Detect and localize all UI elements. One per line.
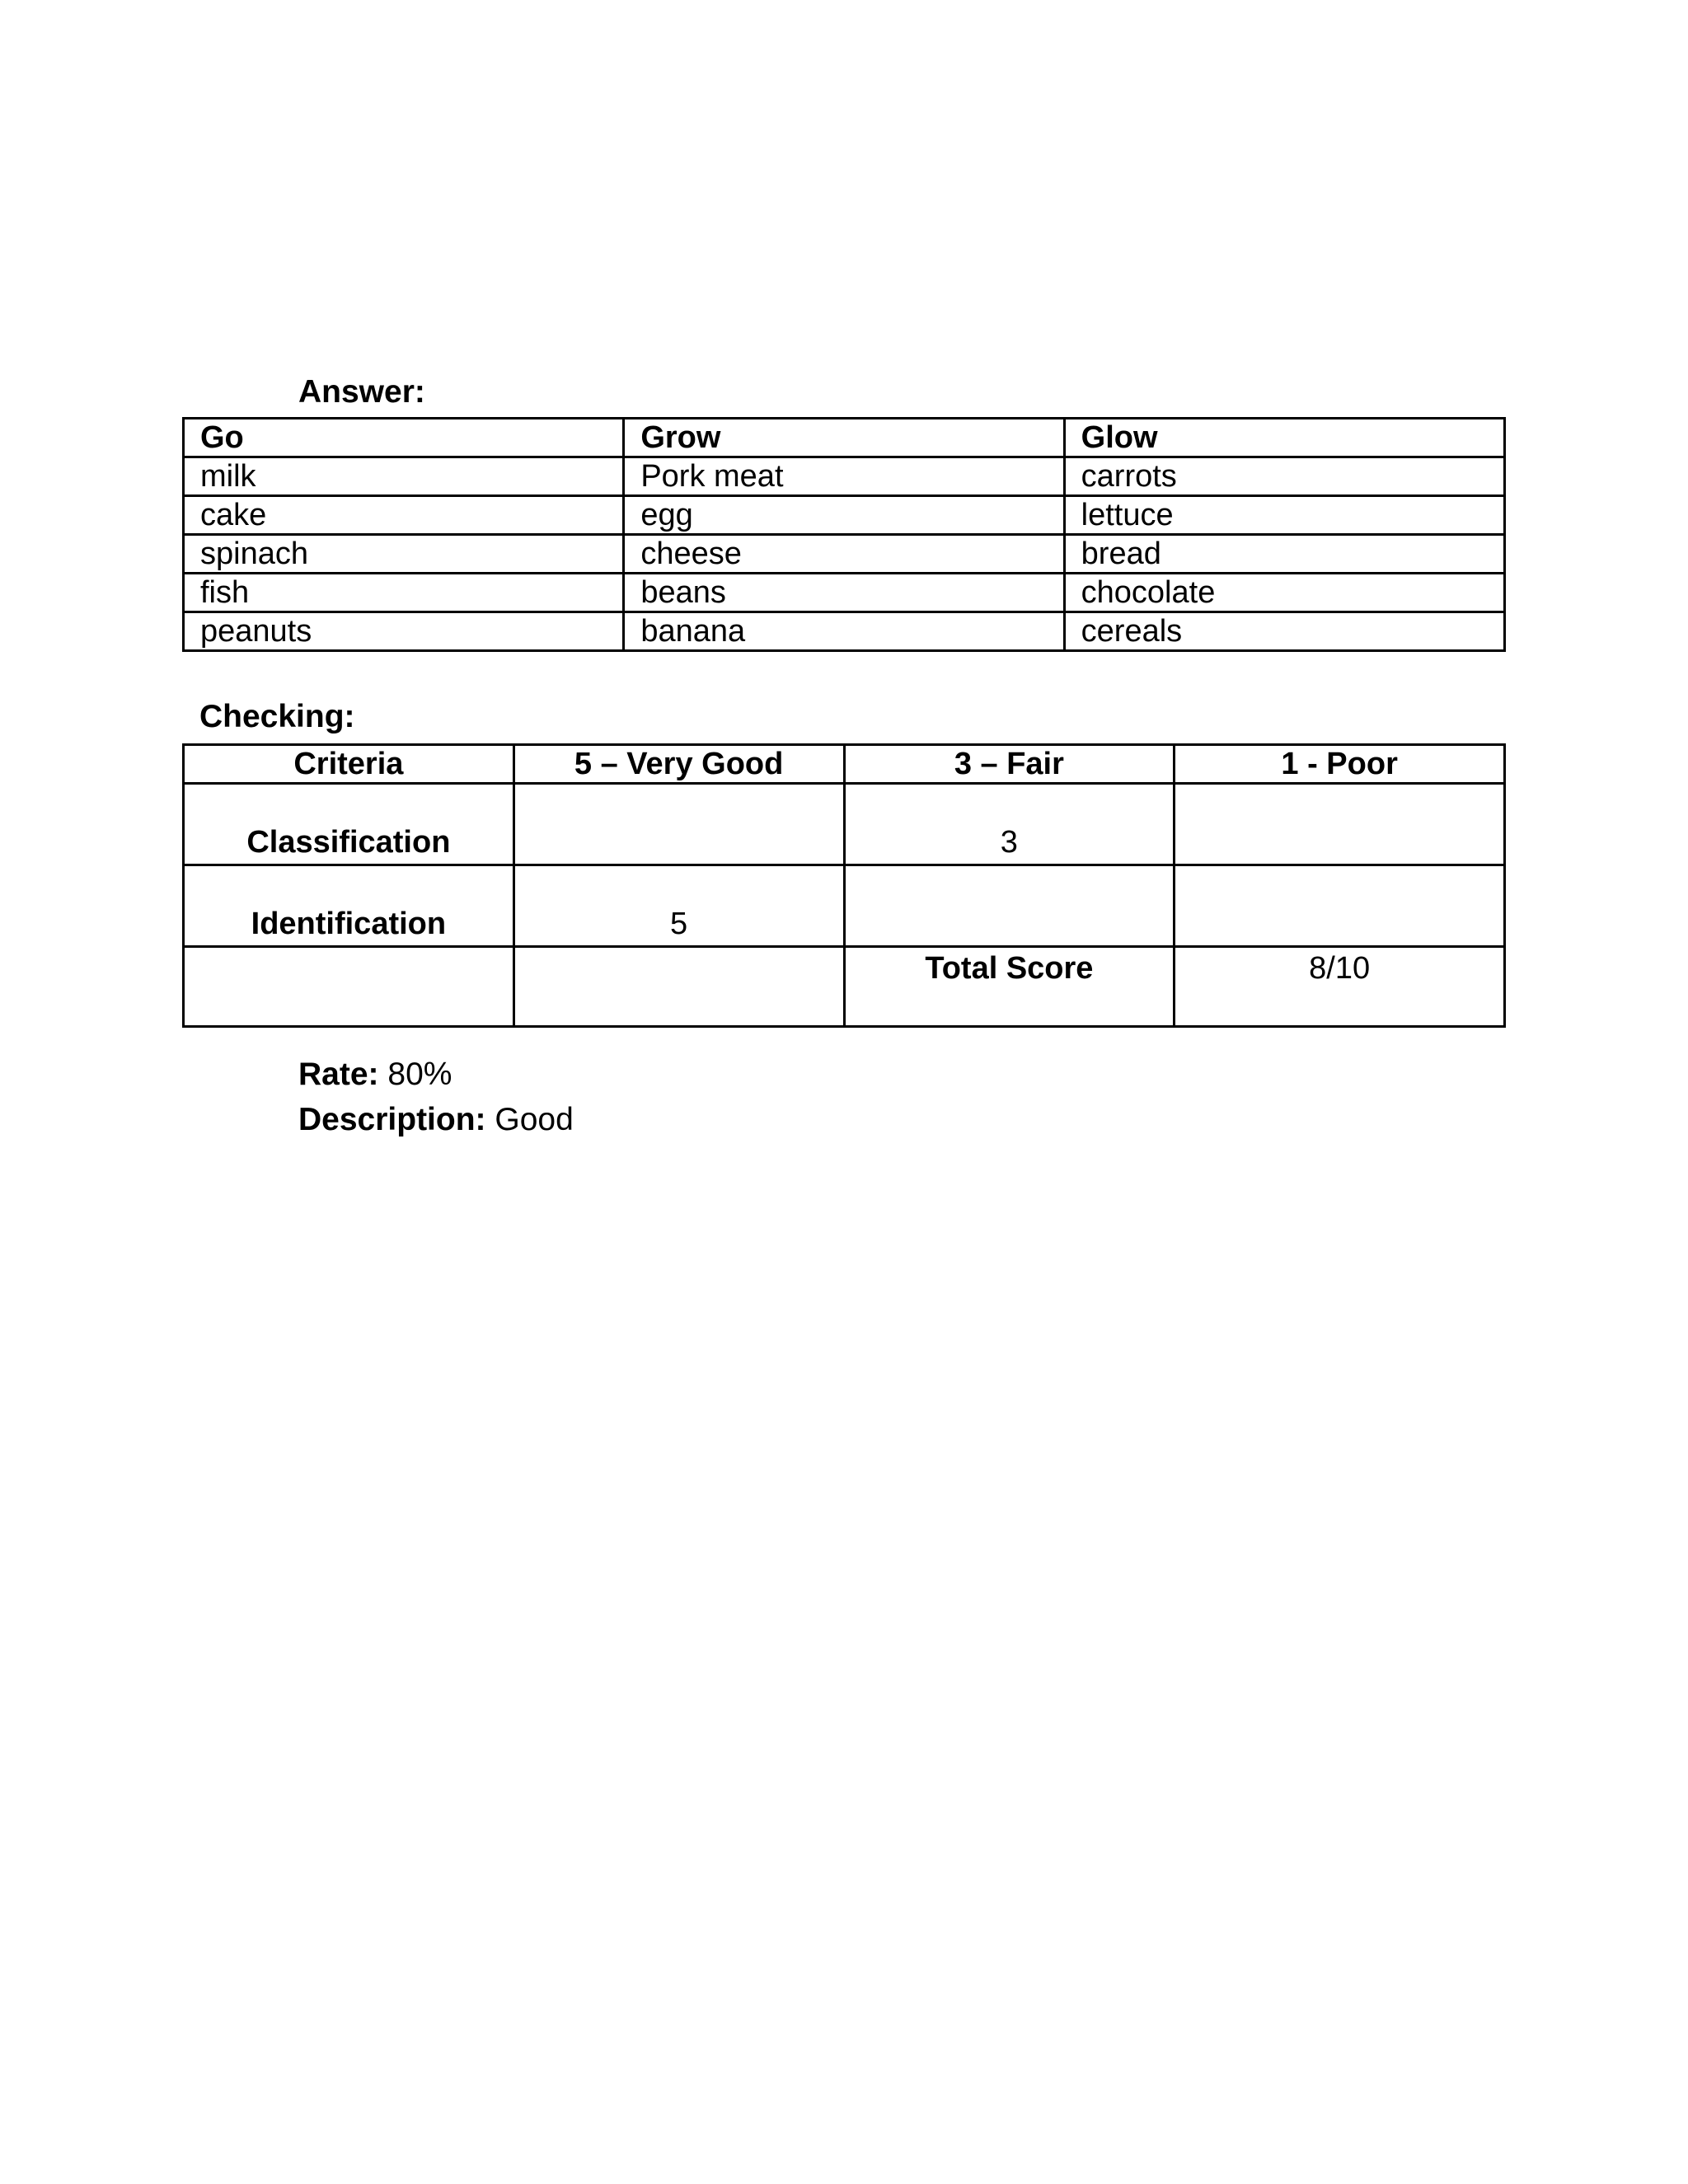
table-row <box>184 574 1505 612</box>
answer-cell: beans <box>624 574 1064 612</box>
score-cell <box>513 784 844 865</box>
total-score-value: 8/10 <box>1175 947 1505 1027</box>
rate-value: 80% <box>387 1057 452 1092</box>
answer-cell: bread <box>1064 535 1504 574</box>
answer-cell: milk <box>184 457 624 496</box>
answer-cell: fish <box>184 574 624 612</box>
answer-cell: peanuts <box>184 612 624 651</box>
checking-heading: Checking: <box>199 699 355 734</box>
checking-col-criteria: Criteria <box>184 745 514 784</box>
answer-cell: spinach <box>184 535 624 574</box>
rate-line <box>298 1057 452 1093</box>
answer-col-go: Go <box>184 419 624 457</box>
checking-header-row <box>184 745 1505 784</box>
total-row <box>184 947 1505 1027</box>
answer-cell: cake <box>184 496 624 535</box>
empty-cell <box>513 947 844 1027</box>
description-value: Good <box>495 1102 574 1137</box>
table-row <box>184 535 1505 574</box>
description-line <box>298 1102 574 1138</box>
answer-cell: egg <box>624 496 1064 535</box>
table-row <box>184 496 1505 535</box>
answer-col-grow: Grow <box>624 419 1064 457</box>
rate-label: Rate: <box>298 1057 379 1092</box>
score-cell <box>844 865 1175 947</box>
answer-heading: Answer: <box>298 374 425 410</box>
answer-header-row <box>184 419 1505 457</box>
criteria-identification: Identification <box>184 865 514 947</box>
answer-col-glow: Glow <box>1064 419 1504 457</box>
table-row <box>184 457 1505 496</box>
empty-cell <box>184 947 514 1027</box>
answer-cell: cheese <box>624 535 1064 574</box>
score-cell <box>1175 784 1505 865</box>
table-row <box>184 784 1505 865</box>
answer-cell: banana <box>624 612 1064 651</box>
total-score-label: Total Score <box>844 947 1175 1027</box>
answer-cell: lettuce <box>1064 496 1504 535</box>
checking-col-poor: 1 - Poor <box>1175 745 1505 784</box>
score-cell: 5 <box>513 865 844 947</box>
description-label: Description: <box>298 1102 486 1137</box>
checking-table <box>182 743 1506 1028</box>
score-cell <box>1175 865 1505 947</box>
criteria-classification: Classification <box>184 784 514 865</box>
answer-cell: cereals <box>1064 612 1504 651</box>
checking-col-very-good: 5 – Very Good <box>513 745 844 784</box>
checking-col-fair: 3 – Fair <box>844 745 1175 784</box>
answer-cell: carrots <box>1064 457 1504 496</box>
table-row <box>184 865 1505 947</box>
score-cell: 3 <box>844 784 1175 865</box>
answer-cell: Pork meat <box>624 457 1064 496</box>
answer-table <box>182 417 1506 652</box>
table-row <box>184 612 1505 651</box>
answer-cell: chocolate <box>1064 574 1504 612</box>
